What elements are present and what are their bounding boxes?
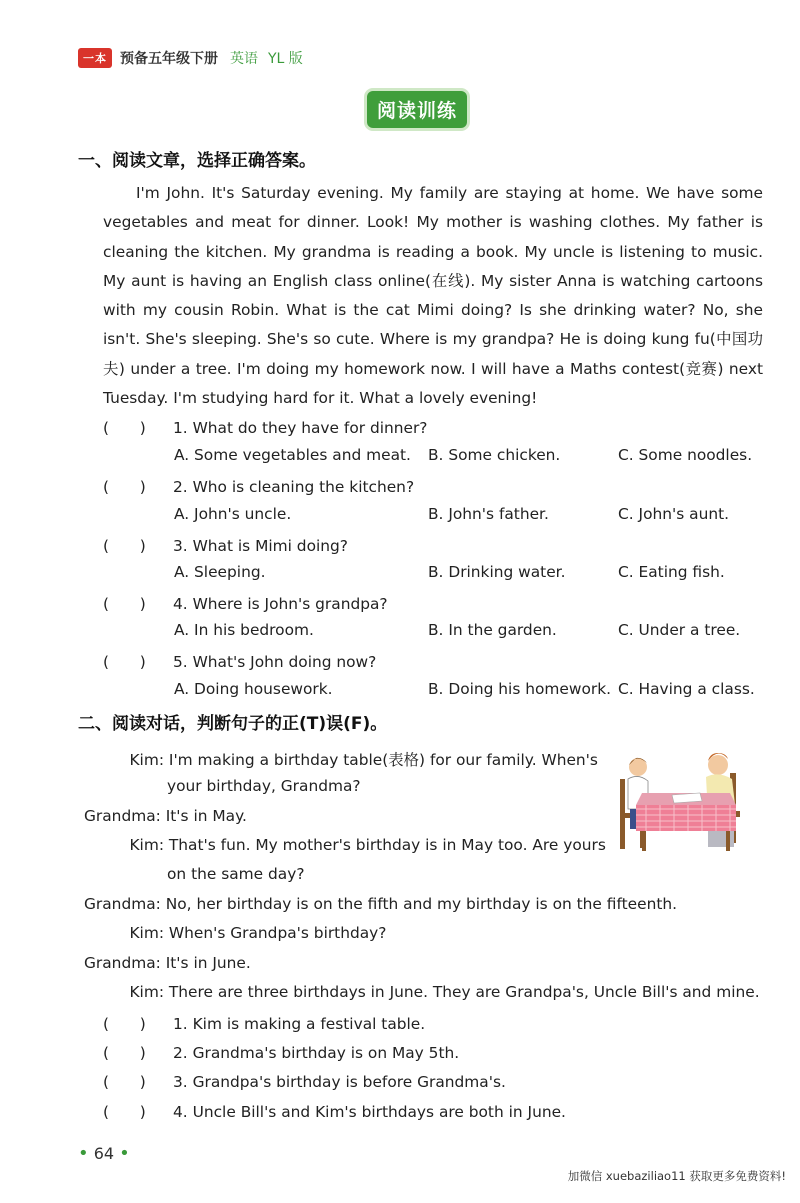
question-4 [103,592,388,614]
question-5 [103,650,376,672]
answer-blank[interactable]: ( ) [103,1044,146,1062]
statement-text: 3. Grandpa's birthday is before Grandma's. [173,1073,506,1091]
question-text: 4. Where is John's grandpa? [173,595,388,613]
page-number [78,1143,130,1164]
answer-blank[interactable]: ( ) [103,419,146,437]
q2-option-b: B. John's father. [428,505,549,523]
answer-blank[interactable]: ( ) [103,478,146,496]
q2-option-c: C. John's aunt. [618,505,730,523]
page-number-text: 64 [93,1144,115,1163]
question-text: 5. What's John doing now? [173,653,377,671]
q3-option-c: C. Eating fish. [618,563,725,581]
speaker-label: Kim: [129,836,164,854]
passage-text: I'm John. It's Saturday evening. My family are staying at home. We have some vegetables and meat for dinner. Look! My mother is washing clothes. My father is cleaning the kitchen. My grandma is reading a book. My uncle is listening to music. My aunt is having an English class online(在线). My sister Anna is watching cartoons with my cousin Robin. What is the cat Mimi doing? Is she drinking water? No, she isn't. She's sleeping. She's so cute. Where is my grandpa? He is doing kung fu(中国功夫) under a tree. I'm doing my homework now. I will have a Maths contest(竞赛) next Tuesday. I'm studying hard for it. What a lovely evening! [103,184,763,408]
dialogue-text: No, her birthday is on the fifth and my birthday is on the fifteenth. [165,895,678,913]
publisher-logo: 一本 [78,48,112,68]
dialogue-line [84,836,606,854]
dialogue-line [84,983,760,1001]
speaker-label: Kim: [129,751,164,769]
dialogue-text: I'm making a birthday table(表格) for our family. When's [168,751,598,769]
answer-blank[interactable]: ( ) [103,653,146,671]
question-text: 1. What do they have for dinner? [173,419,428,437]
dialogue-line [84,954,251,972]
reading-passage [103,179,763,413]
q5-option-a: A. Doing housework. [174,680,333,698]
subject-label: 英语 [230,51,258,67]
dialogue-text: It's in June. [165,954,251,972]
question-text: 3. What is Mimi doing? [173,537,348,555]
dialogue-text: There are three birthdays in June. They are Grandpa's, Uncle Bill's and mine. [168,983,760,1001]
q2-option-a: A. John's uncle. [174,505,292,523]
speaker-label: Grandma: [84,807,161,825]
answer-blank[interactable]: ( ) [103,1073,146,1091]
dialogue-text: When's Grandpa's birthday? [168,924,387,942]
dialogue-line [84,807,247,825]
bullet-icon: • [78,1143,89,1164]
footer-note: 加微信 xuebaziliao11 获取更多免费资料! [567,1169,786,1183]
question-2 [103,475,414,497]
section-2-heading: 二、阅读对话，判断句子的正(T)误(F)。 [78,714,388,734]
page-header [78,47,303,69]
dialogue-line: on the same day? [167,865,305,883]
statement-4 [103,1100,566,1122]
q1-option-c: C. Some noodles. [618,446,753,464]
statement-2 [103,1041,459,1063]
q3-option-b: B. Drinking water. [428,563,566,581]
speaker-label: Grandma: [84,954,161,972]
statement-text: 1. Kim is making a festival table. [173,1015,426,1033]
title-badge [367,91,467,128]
answer-blank[interactable]: ( ) [103,595,146,613]
q4-option-a: A. In his bedroom. [174,621,314,639]
section-1-heading: 一、阅读文章，选择正确答案。 [78,151,316,171]
bullet-icon: • [119,1143,130,1164]
q3-option-a: A. Sleeping. [174,563,266,581]
q4-option-c: C. Under a tree. [618,621,741,639]
answer-blank[interactable]: ( ) [103,1015,146,1033]
edition-label: YL 版 [268,51,303,67]
dialogue-text: It's in May. [165,807,247,825]
question-3 [103,534,348,556]
speaker-label: Grandma: [84,895,161,913]
page-title: 阅读训练 [367,91,467,128]
statement-text: 4. Uncle Bill's and Kim's birthdays are both in June. [173,1103,566,1121]
q5-option-c: C. Having a class. [618,680,755,698]
birthday-table-illustration [612,743,754,855]
statement-3 [103,1070,506,1092]
speaker-label: Kim: [129,983,164,1001]
dialogue-text: That's fun. My mother's birthday is in May too. Are yours [168,836,606,854]
dialogue-line: your birthday, Grandma? [167,777,361,795]
answer-blank[interactable]: ( ) [103,1103,146,1121]
question-1 [103,416,427,438]
q5-option-b: B. Doing his homework. [428,680,612,698]
dialogue-line [84,895,677,913]
q1-option-a: A. Some vegetables and meat. [174,446,411,464]
statement-1 [103,1012,425,1034]
dialogue-line [84,924,386,942]
q4-option-b: B. In the garden. [428,621,557,639]
q1-option-b: B. Some chicken. [428,446,561,464]
book-title: 预备五年级下册 [120,51,218,67]
dialogue-line [84,748,598,770]
speaker-label: Kim: [129,924,164,942]
statement-text: 2. Grandma's birthday is on May 5th. [173,1044,460,1062]
question-text: 2. Who is cleaning the kitchen? [173,478,415,496]
answer-blank[interactable]: ( ) [103,537,146,555]
